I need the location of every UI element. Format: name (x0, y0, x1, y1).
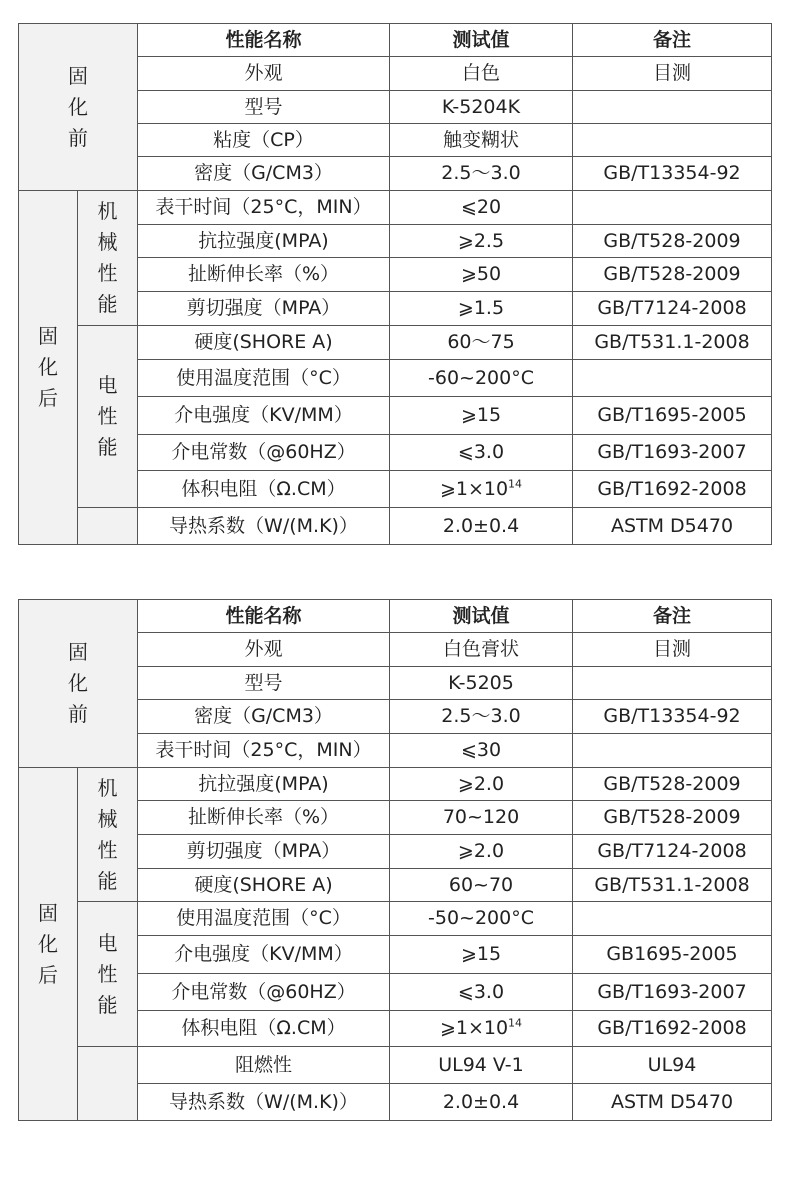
table-row (19, 508, 772, 545)
cell-note: GB/T1695-2005 (573, 397, 772, 435)
cell-value: 70~120 (390, 801, 573, 835)
cell-name: 型号 (138, 91, 390, 124)
cell-value: 2.0±0.4 (390, 508, 573, 545)
cell-value: 2.0±0.4 (390, 1084, 573, 1121)
cell-note: GB/T528-2009 (573, 258, 772, 292)
cell-name: 使用温度范围（°C） (138, 902, 390, 936)
cell-note: 目测 (573, 633, 772, 667)
cell-value (390, 471, 573, 508)
group-after-label: 固化后 (19, 191, 78, 545)
cell-value: 触变糊状 (390, 124, 573, 157)
value-base: ⩾1×10 (439, 1017, 509, 1040)
cell-note: GB/T531.1-2008 (573, 869, 772, 902)
cell-value: ⩾2.0 (390, 835, 573, 869)
cell-note: GB/T528-2009 (573, 225, 772, 258)
cell-note: GB/T528-2009 (573, 801, 772, 835)
cell-value: ⩽30 (390, 734, 573, 768)
cell-note: GB/T531.1-2008 (573, 326, 772, 360)
value-exponent: 14 (508, 1016, 523, 1030)
cell-name: 型号 (138, 667, 390, 700)
table-row (19, 326, 772, 360)
group-before-label: 固化前 (19, 24, 138, 191)
cell-note (573, 91, 772, 124)
cell-note: GB/T1693-2007 (573, 974, 772, 1011)
header-value: 测试值 (390, 600, 573, 633)
header-value: 测试值 (390, 24, 573, 57)
cell-value: 60~70 (390, 869, 573, 902)
cell-value: ⩾2.0 (390, 768, 573, 801)
cell-name: 导热系数（W/(M.K)） (138, 508, 390, 545)
cell-name: 密度（G/CM3） (138, 157, 390, 191)
cell-note: GB/T528-2009 (573, 768, 772, 801)
cell-name: 阻燃性 (138, 1047, 390, 1084)
cell-value: ⩾2.5 (390, 225, 573, 258)
cell-note: GB/T1692-2008 (573, 471, 772, 508)
cell-name: 扯断伸长率（%） (138, 801, 390, 835)
cell-name: 表干时间（25°C，MIN） (138, 734, 390, 768)
cell-name: 介电强度（KV/MM） (138, 936, 390, 974)
cell-value: 2.5～3.0 (390, 157, 573, 191)
cell-name: 抗拉强度(MPA) (138, 768, 390, 801)
cell-note: GB1695-2005 (573, 936, 772, 974)
cell-name: 介电强度（KV/MM） (138, 397, 390, 435)
cell-name: 抗拉强度(MPA) (138, 225, 390, 258)
empty-group-cell (78, 508, 138, 545)
cell-name: 硬度(SHORE A) (138, 326, 390, 360)
cell-value: ⩾15 (390, 397, 573, 435)
header-name: 性能名称 (138, 24, 390, 57)
table-row (19, 768, 772, 801)
cell-value: 白色 (390, 57, 573, 91)
cell-note (573, 360, 772, 397)
cell-value: -60~200°C (390, 360, 573, 397)
table-row (19, 902, 772, 936)
cell-name: 剪切强度（MPA） (138, 292, 390, 326)
cell-value: 60～75 (390, 326, 573, 360)
cell-value: ⩾15 (390, 936, 573, 974)
cell-note (573, 667, 772, 700)
cell-note: GB/T13354-92 (573, 700, 772, 734)
value-base: ⩾1×10 (439, 477, 509, 500)
cell-value: ⩽20 (390, 191, 573, 225)
cell-value: ⩾50 (390, 258, 573, 292)
cell-value: UL94 V-1 (390, 1047, 573, 1084)
subgroup-mech-label: 机械性能 (78, 768, 138, 902)
cell-value: 2.5～3.0 (390, 700, 573, 734)
cell-note: GB/T13354-92 (573, 157, 772, 191)
cell-value: 白色膏状 (390, 633, 573, 667)
cell-note: GB/T1692-2008 (573, 1011, 772, 1047)
cell-name: 体积电阻（Ω.CM） (138, 471, 390, 508)
empty-group-cell (78, 1047, 138, 1121)
cell-note (573, 124, 772, 157)
cell-value: ⩽3.0 (390, 435, 573, 471)
spec-table-1 (18, 23, 772, 545)
cell-name: 介电常数（@60HZ） (138, 974, 390, 1011)
cell-name: 外观 (138, 633, 390, 667)
cell-value (390, 1011, 573, 1047)
cell-name: 外观 (138, 57, 390, 91)
cell-note: 目测 (573, 57, 772, 91)
group-after-label: 固化后 (19, 768, 78, 1121)
cell-note: GB/T7124-2008 (573, 835, 772, 869)
cell-name: 粘度（CP） (138, 124, 390, 157)
group-before-label: 固化前 (19, 600, 138, 768)
table-row (19, 1047, 772, 1084)
cell-name: 密度（G/CM3） (138, 700, 390, 734)
cell-note: GB/T1693-2007 (573, 435, 772, 471)
header-note: 备注 (573, 24, 772, 57)
subgroup-elec-label: 电性能 (78, 902, 138, 1047)
cell-value: -50~200°C (390, 902, 573, 936)
header-name: 性能名称 (138, 600, 390, 633)
value-exponent: 14 (508, 477, 523, 491)
cell-note: ASTM D5470 (573, 508, 772, 545)
cell-name: 介电常数（@60HZ） (138, 435, 390, 471)
cell-value: K-5205 (390, 667, 573, 700)
cell-note (573, 191, 772, 225)
cell-note (573, 734, 772, 768)
cell-note: GB/T7124-2008 (573, 292, 772, 326)
header-note: 备注 (573, 600, 772, 633)
cell-name: 体积电阻（Ω.CM） (138, 1011, 390, 1047)
cell-note (573, 902, 772, 936)
cell-value: ⩽3.0 (390, 974, 573, 1011)
table-row (19, 191, 772, 225)
cell-name: 使用温度范围（°C） (138, 360, 390, 397)
cell-value: ⩾1.5 (390, 292, 573, 326)
cell-note: ASTM D5470 (573, 1084, 772, 1121)
spec-table-2 (18, 599, 772, 1121)
cell-value: K-5204K (390, 91, 573, 124)
cell-name: 表干时间（25°C，MIN） (138, 191, 390, 225)
cell-name: 剪切强度（MPA） (138, 835, 390, 869)
cell-name: 导热系数（W/(M.K)） (138, 1084, 390, 1121)
subgroup-mech-label: 机械性能 (78, 191, 138, 326)
subgroup-elec-label: 电性能 (78, 326, 138, 508)
cell-name: 硬度(SHORE A) (138, 869, 390, 902)
cell-note: UL94 (573, 1047, 772, 1084)
cell-name: 扯断伸长率（%） (138, 258, 390, 292)
